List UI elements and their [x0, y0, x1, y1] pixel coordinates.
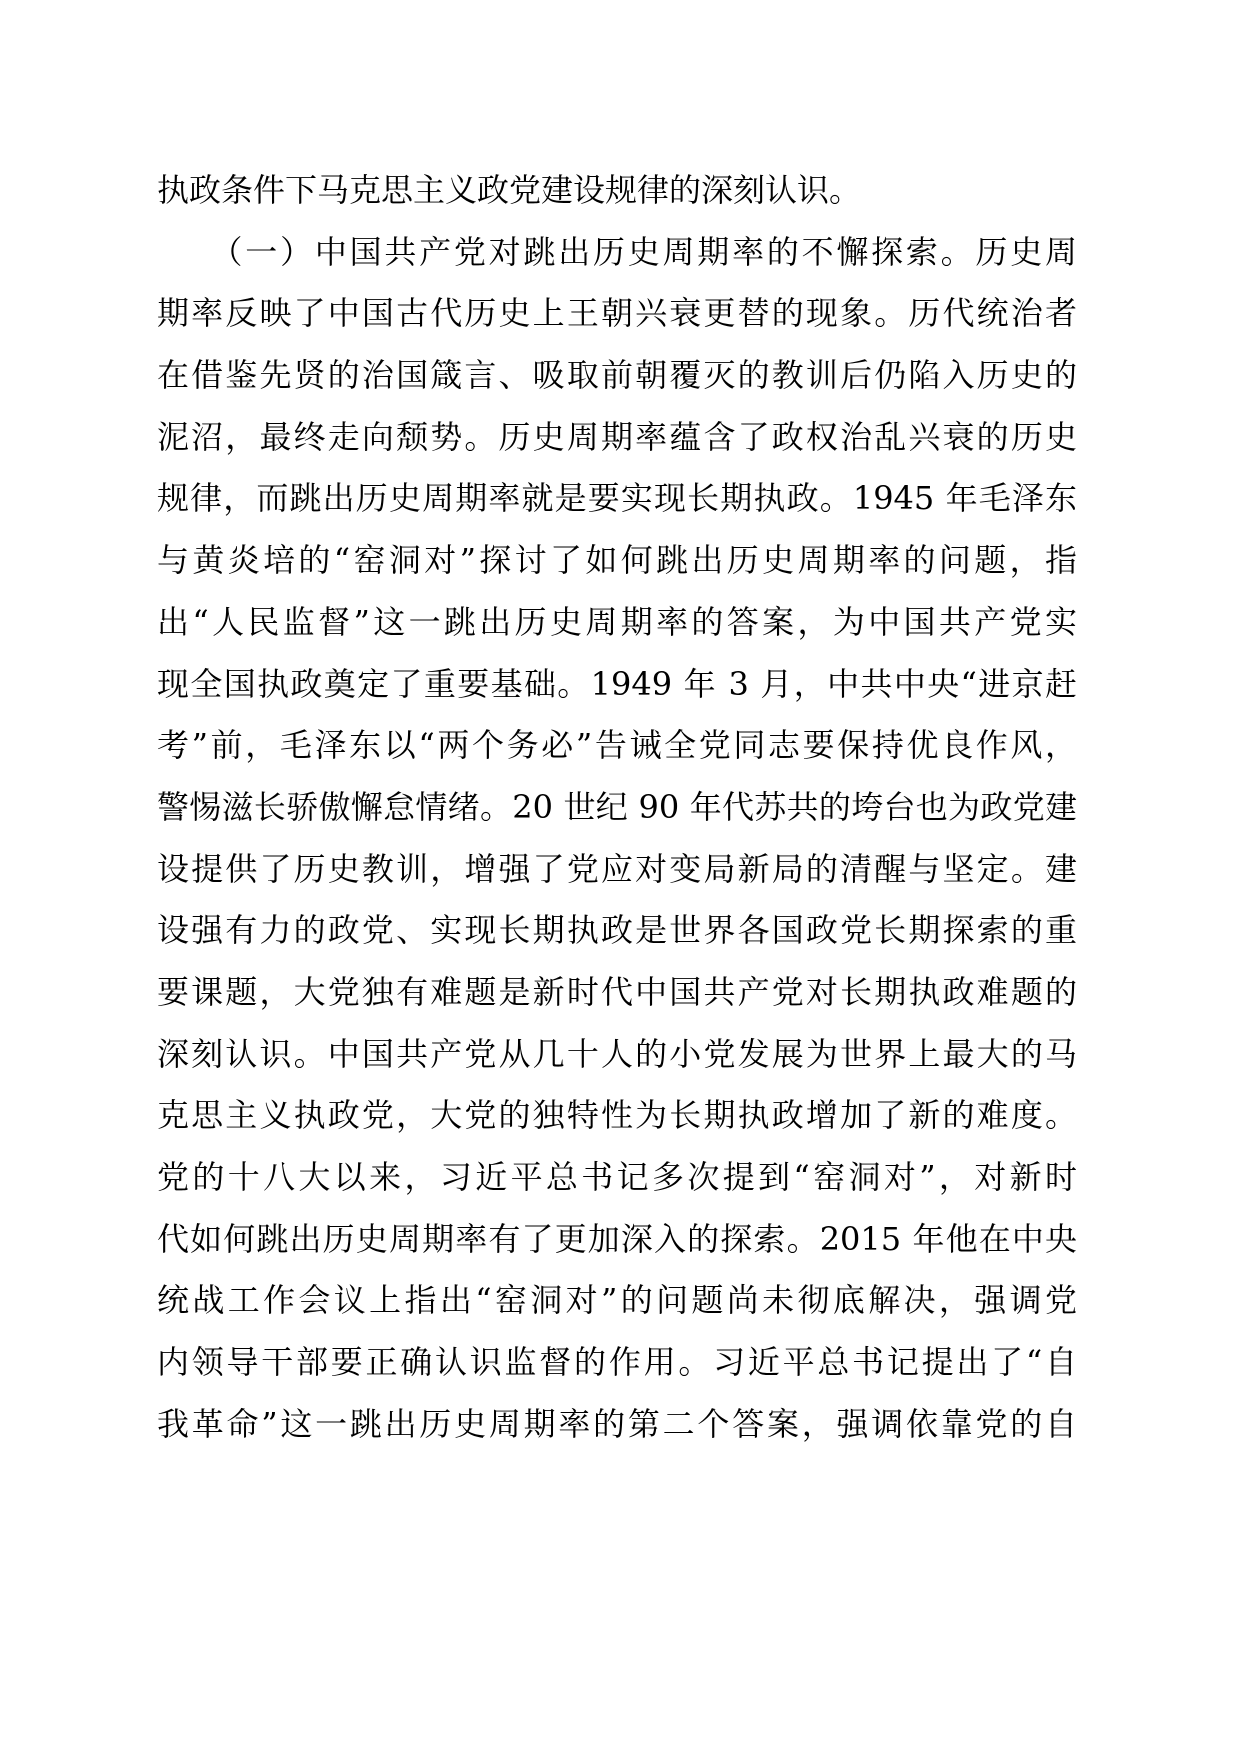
section-heading-line: （一）中国共产党对跳出历史周期率的不懈探索。历史周 — [157, 232, 1077, 271]
text-line: 在借鉴先贤的治国箴言、吸取前朝覆灭的教训后仍陷入历史的 — [157, 356, 1077, 395]
text-line: 与黄炎培的“窑洞对”探讨了如何跳出历史周期率的问题，指 — [157, 541, 1077, 580]
text-line: 党的十八大以来，习近平总书记多次提到“窑洞对”，对新时 — [157, 1158, 1077, 1196]
text-line: 考”前，毛泽东以“两个务必”告诫全党同志要保持优良作风， — [157, 726, 1077, 765]
body-text — [157, 160, 1077, 1455]
text-line: 代如何跳出历史周期率有了更加深入的探索。2015 年他在中央 — [157, 1219, 1077, 1258]
text-line: 期率反映了中国古代历史上王朝兴衰更替的现象。历代统治者 — [157, 294, 1077, 333]
text-line: 克思主义执政党，大党的独特性为长期执政增加了新的难度。 — [157, 1096, 1077, 1135]
text-line: 内领导干部要正确认识监督的作用。习近平总书记提出了“自 — [157, 1343, 1077, 1382]
text-line: 要课题，大党独有难题是新时代中国共产党对长期执政难题的 — [157, 972, 1077, 1011]
text-line: 设强有力的政党、实现长期执政是世界各国政党长期探索的重 — [157, 911, 1077, 950]
text-line: 规律，而跳出历史周期率就是要实现长期执政。1945 年毛泽东 — [157, 479, 1077, 518]
text-line: 我革命”这一跳出历史周期率的第二个答案，强调依靠党的自 — [157, 1404, 1077, 1443]
text-line: 警惕滋长骄傲懈怠情绪。20 世纪 90 年代苏共的垮台也为政党建 — [157, 787, 1077, 826]
text-line: 现全国执政奠定了重要基础。1949 年 3 月，中共中央“进京赶 — [157, 664, 1077, 703]
text-line: 出“人民监督”这一跳出历史周期率的答案，为中国共产党实 — [157, 602, 1077, 641]
text-line: 执政条件下马克思主义政党建设规律的深刻认识。 — [157, 171, 862, 209]
text-line: 设提供了历史教训，增强了党应对变局新局的清醒与坚定。建 — [157, 849, 1077, 888]
text-line: 统战工作会议上指出“窑洞对”的问题尚未彻底解决，强调党 — [157, 1281, 1077, 1320]
text-line: 深刻认识。中国共产党从几十人的小党发展为世界上最大的马 — [157, 1034, 1077, 1073]
text-line: 泥沼，最终走向颓势。历史周期率蕴含了政权治乱兴衰的历史 — [157, 417, 1077, 456]
